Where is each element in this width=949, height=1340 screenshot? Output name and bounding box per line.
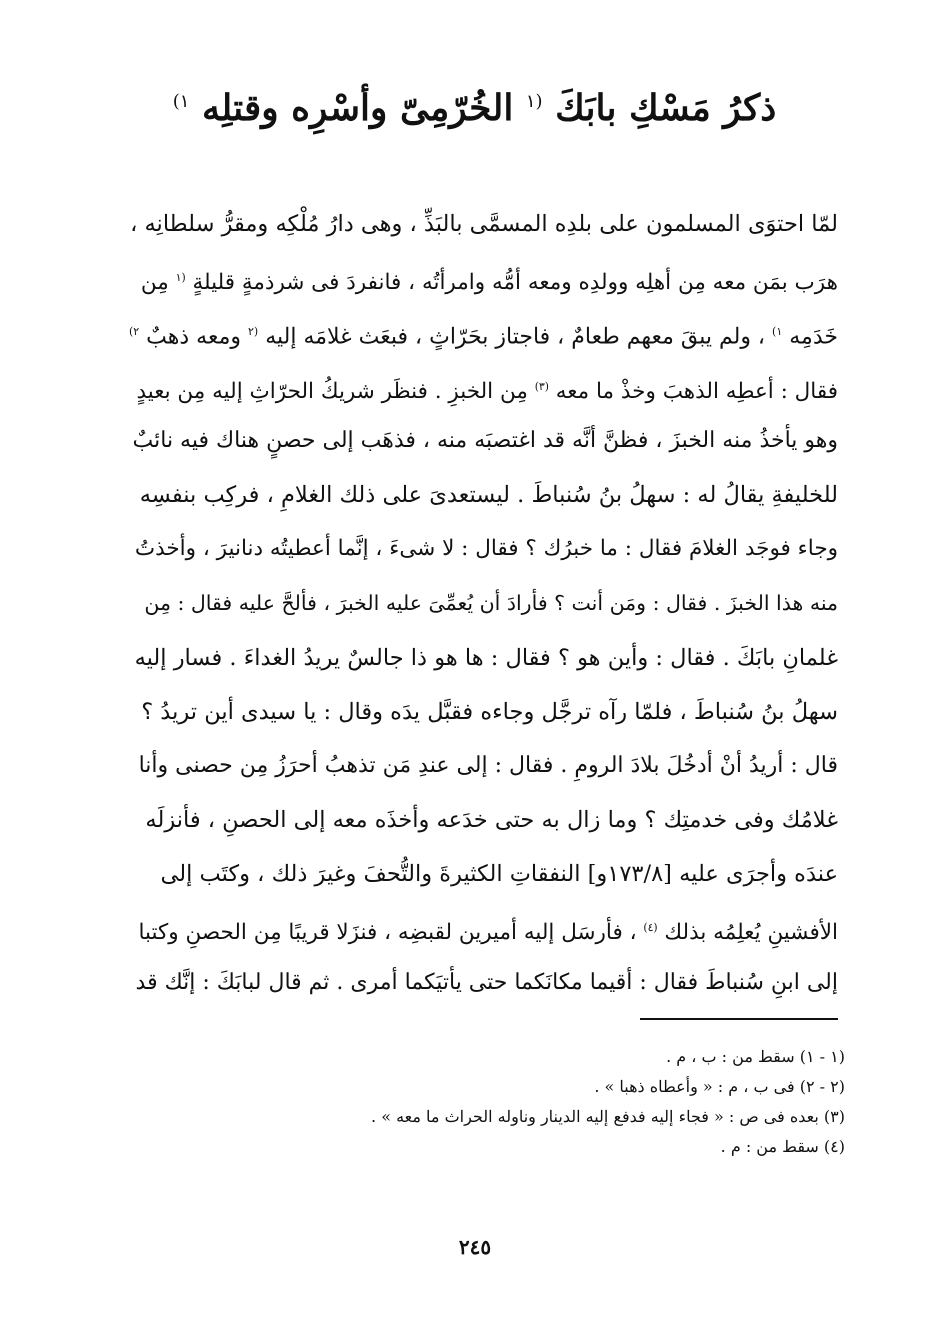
text-segment: منه هذا الخبزَ . فقال : ومَن أنت ؟ فأرادَ أن يُعمِّىَ عليه الخبرَ ، فألحَّ عليه فقال : مِن: [144, 591, 838, 616]
footnote: (٣) بعده فى ص : « فجاء إليه فدفع إليه الدينار وناوله الحراث ما معه » .: [371, 1107, 845, 1126]
text-segment: مِن الخبزِ . فنظَر شريكُ الحرّاثِ إليه مِن بعيدٍ: [136, 378, 528, 404]
text-segment: الأفشينِ يُعلِمُه بذلك: [664, 920, 838, 946]
text-segment: قال : أريدُ أنْ أدخُلَ بلادَ الرومِ . فقال : إلى عندِ مَن تذهبُ أحرَزُ مِن حصنى وأنا: [138, 752, 838, 778]
text-segment: للخليفةِ يقالُ له : سهلُ بنُ سُنباطَ . ليستعدىَ على ذلك الغلامِ ، فركِب بنفسِه: [139, 481, 838, 508]
footnote-marker: ١): [772, 325, 783, 339]
footnote-marker: (٣): [534, 379, 549, 393]
chapter-title: [120, 72, 829, 138]
text-line: [128, 522, 838, 576]
title-note-marker-close: ١): [172, 91, 190, 112]
text-line: [128, 956, 838, 1010]
footnote-marker: (٢: [247, 325, 259, 339]
text-segment: لمّا احتوَى المسلمون على بلدِه المسمَّى بالبَذِّ ، وهى دارُ مُلْكِه ومقرُّ سلطانِه ،: [130, 211, 838, 237]
title-note-marker-open: (١: [525, 91, 543, 112]
text-segment: ومعه ذهبٌ: [146, 324, 241, 350]
page-number: ٢٤٥: [458, 1235, 492, 1259]
body-text: [128, 197, 838, 1010]
text-line: [128, 414, 838, 468]
footnote-marker: ٢): [128, 325, 140, 339]
footnote: (٤) سقط من : م .: [720, 1137, 845, 1156]
text-line: [128, 685, 838, 739]
text-segment: هرَب بمَن معه مِن أهلِه وولدِه ومعه أمُّه وامرأتُه ، فانفردَ فى شرذمةٍ قليلةٍ: [192, 270, 838, 296]
title-text-start: ذكرُ مَسْكِ بابَكَ: [555, 87, 777, 129]
text-segment: وجاء فوجَد الغلامَ فقال : ما خبرُك ؟ فقال : لا شىءَ ، إنَّما أعطيتُه دنانيرَ ، وأخذتُ: [134, 536, 838, 562]
text-line: [128, 251, 838, 305]
text-line: [128, 631, 838, 685]
text-line: [128, 576, 838, 630]
text-line: [128, 901, 838, 955]
text-line: [128, 468, 838, 522]
text-segment: ، ولم يبقَ معهم طعامٌ ، فاجتاز بحَرّاثٍ ، فبعَث غلامَه إليه: [265, 324, 766, 350]
text-line: [128, 305, 838, 359]
text-segment: فقال : أعطِه الذهبَ وخذْ ما معه: [555, 378, 838, 404]
text-segment: غلامُك وفى خدمتِك ؟ وما زال به حتى خدَعه وأخذَه معه إلى الحصنِ ، فأنزلَه: [145, 807, 838, 834]
text-segment: إلى ابنِ سُنباطَ فقال : أقيما مكانَكما حتى يأتيَكما أمرى . ثم قال لبابَكَ : إنَّك قد: [135, 969, 838, 995]
text-line: [128, 360, 838, 414]
footnote-divider: [640, 1018, 838, 1020]
footnote-marker: (١: [175, 271, 186, 285]
footnote: (٢ - ٢) فى ب ، م : « وأعطاه ذهبا » .: [594, 1077, 845, 1096]
text-segment: خَدَمِه: [789, 324, 838, 350]
title-text-end: الخُرّمِىّ وأسْرِه وقتلِه: [201, 87, 514, 129]
text-segment: سهلُ بنُ سُنباطَ ، فلمّا رآه ترجَّل وجاءه فقبَّل يدَه وقال : يا سيدى أين تريدُ ؟: [141, 698, 838, 725]
text-line: [128, 739, 838, 793]
text-segment: عندَه وأجرَى عليه [١٧٣/٨و] النفقاتِ الكثيرةَ والتُّحفَ وغيرَ ذلك ، وكتَب إلى: [160, 861, 838, 888]
text-line: [128, 847, 838, 901]
footnote: (١ - ١) سقط من : ب ، م .: [666, 1047, 845, 1066]
text-segment: غلمانِ بابَكَ . فقال : وأين هو ؟ فقال : ها هو ذا جالسٌ يريدُ الغداءَ . فسار إليه: [134, 644, 838, 671]
text-line: [128, 197, 838, 251]
footnotes: [300, 1042, 845, 1162]
text-segment: وهو يأخذُ منه الخبزَ ، فظنَّ أنَّه قد اغتصبَه منه ، فذهَب إلى حصنٍ هناك فيه نائبٌ: [132, 427, 838, 453]
footnote-marker: (٤): [643, 921, 658, 935]
text-line: [128, 793, 838, 847]
text-segment: مِن: [140, 270, 169, 296]
text-segment: ، فأرسَل إليه أميرين لقبضِه ، فنزَلا قريبًا مِن الحصنِ وكتبا: [138, 920, 637, 946]
